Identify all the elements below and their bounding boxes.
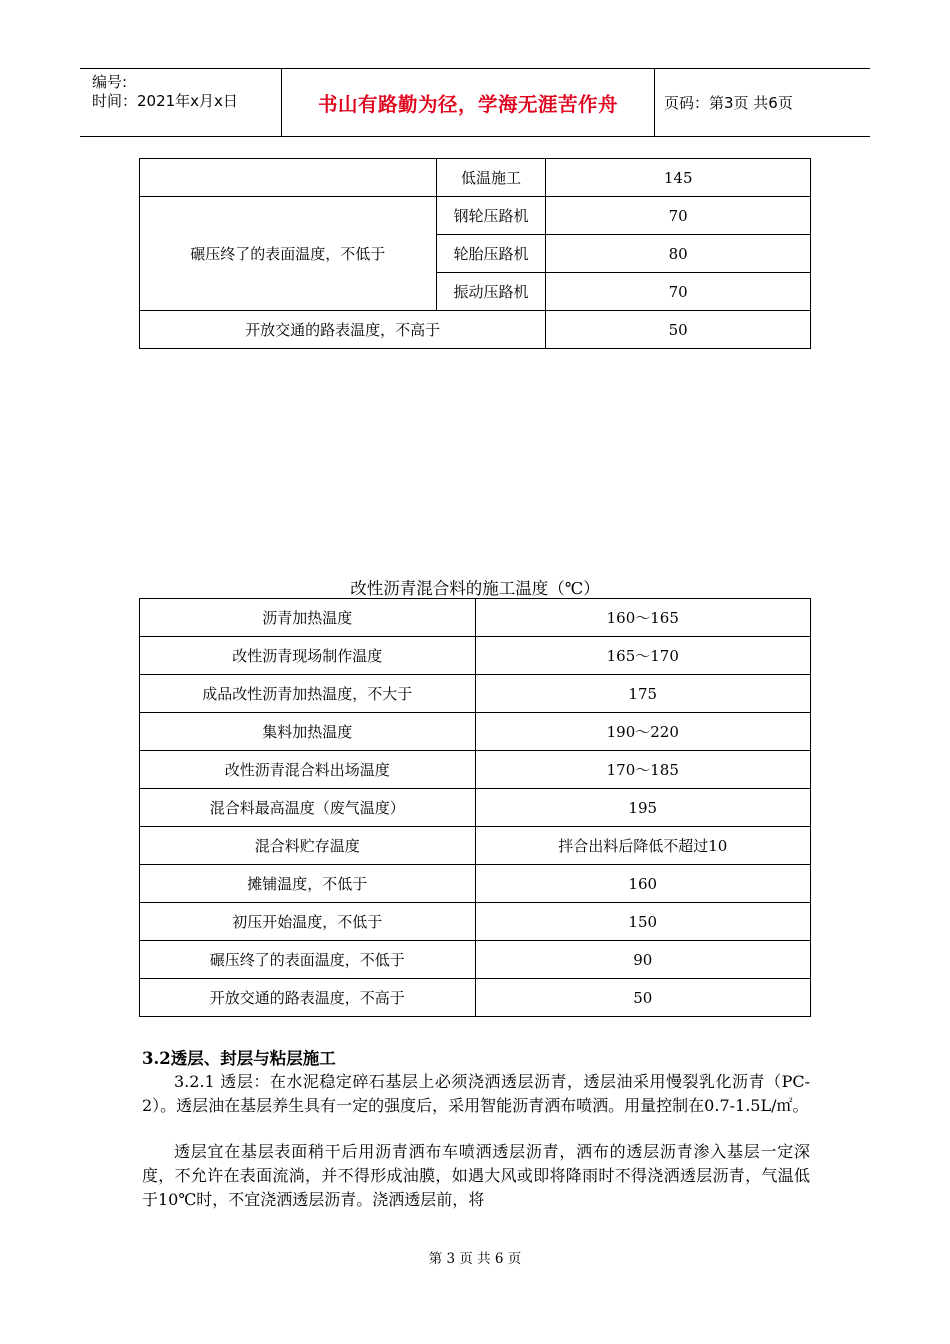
- table-cell: 175: [475, 675, 811, 713]
- table-cell: 低温施工: [436, 159, 546, 197]
- header-page-info: 页码：第3页 共6页: [664, 94, 793, 112]
- page-footer: 第 3 页 共 6 页: [428, 1251, 522, 1267]
- table-cell: 钢轮压路机: [436, 197, 546, 235]
- table-row: [140, 311, 811, 349]
- table-cell: 轮胎压路机: [436, 235, 546, 273]
- table-cell: 160～165: [475, 599, 811, 637]
- section-heading: 3.2透层、封层与粘层施工: [142, 1049, 336, 1068]
- table-cell: 集料加热温度: [140, 713, 476, 751]
- table-row: [140, 827, 811, 865]
- table-row: [140, 941, 811, 979]
- table-cell: 50: [546, 311, 811, 349]
- table-cell: 成品改性沥青加热温度，不大于: [140, 675, 476, 713]
- table-row: [140, 789, 811, 827]
- table-cell: 90: [475, 941, 811, 979]
- page-header: [80, 68, 870, 137]
- table-cell: 150: [475, 903, 811, 941]
- table-cell: 改性沥青现场制作温度: [140, 637, 476, 675]
- table-cell: 开放交通的路表温度，不高于: [140, 979, 476, 1017]
- paragraph: 3.2.1 透层：在水泥稳定碎石基层上必须浇洒透层沥青，透层油采用慢裂乳化沥青（PC-2）。透层油在基层养生具有一定的强度后，采用智能沥青洒布喷洒。用量控制在0.7-1.5L/㎡。: [142, 1072, 810, 1115]
- temperature-table-continued: [139, 158, 811, 349]
- paragraph: 透层宜在基层表面稍干后用沥青洒布车喷洒透层沥青，洒布的透层沥青渗入基层一定深度，不允许在表面流淌，并不得形成油膜，如遇大风或即将降雨时不得浇洒透层沥青，气温低于10℃时，不宜浇洒透层沥青。浇洒透层前，将: [142, 1142, 810, 1209]
- table-cell: 170～185: [475, 751, 811, 789]
- table-cell: 190～220: [475, 713, 811, 751]
- table-cell-empty: [140, 159, 437, 197]
- table-cell: 混合料最高温度（废气温度）: [140, 789, 476, 827]
- table-row: [140, 979, 811, 1017]
- table-row: [140, 675, 811, 713]
- table-cell: 碾压终了的表面温度，不低于: [140, 941, 476, 979]
- table-cell: 70: [546, 273, 811, 311]
- table-cell: 摊铺温度，不低于: [140, 865, 476, 903]
- table-cell: 拌合出料后降低不超过10: [475, 827, 811, 865]
- table-row: [140, 903, 811, 941]
- table-cell: 碾压终了的表面温度，不低于: [140, 197, 437, 311]
- table-cell: 改性沥青混合料出场温度: [140, 751, 476, 789]
- table-cell: 初压开始温度，不低于: [140, 903, 476, 941]
- table-row: [140, 599, 811, 637]
- table-row: [140, 159, 811, 197]
- modified-asphalt-temperature-table: [139, 598, 811, 1017]
- table-cell: 开放交通的路表温度，不高于: [140, 311, 546, 349]
- table-cell: 160: [475, 865, 811, 903]
- header-meta: [80, 69, 282, 136]
- table-cell: 沥青加热温度: [140, 599, 476, 637]
- table-row: [140, 865, 811, 903]
- table-cell: 195: [475, 789, 811, 827]
- table-cell: 80: [546, 235, 811, 273]
- table-caption: 改性沥青混合料的施工温度（℃）: [350, 579, 600, 598]
- table-cell: 165～170: [475, 637, 811, 675]
- table-row: [140, 637, 811, 675]
- doc-number-label: 编号:: [92, 73, 128, 91]
- table-cell: 70: [546, 197, 811, 235]
- date-line: 时间：2021年x月x日: [92, 92, 238, 110]
- table-cell: 50: [475, 979, 811, 1017]
- header-motto: 书山有路勤为径，学海无涯苦作舟: [282, 69, 655, 136]
- table-cell: 145: [546, 159, 811, 197]
- table-cell: 振动压路机: [436, 273, 546, 311]
- table-row: [140, 197, 811, 235]
- table-row: [140, 751, 811, 789]
- table-cell: 混合料贮存温度: [140, 827, 476, 865]
- table-row: [140, 713, 811, 751]
